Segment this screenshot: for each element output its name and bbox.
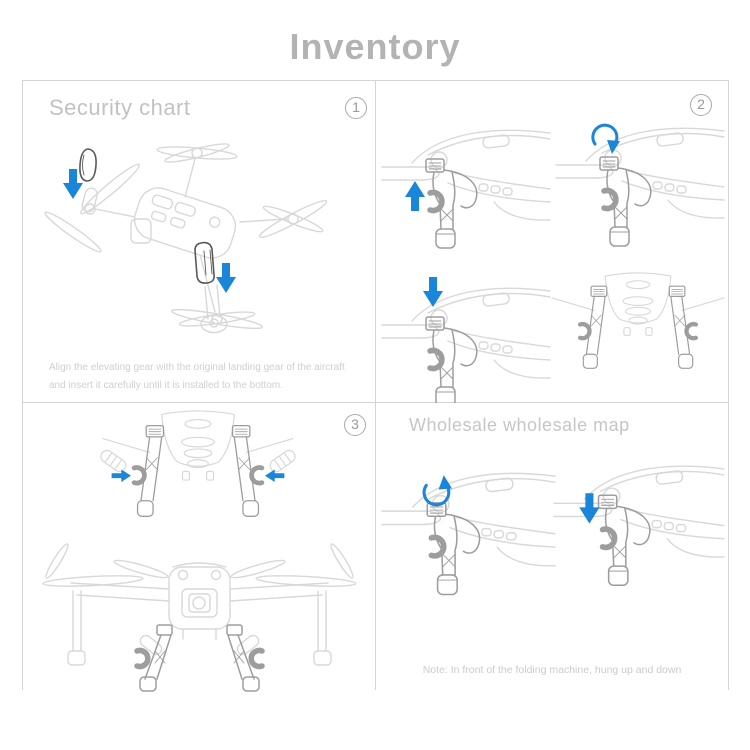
down-arrow-icon [579, 493, 599, 523]
instruction-grid [22, 80, 729, 690]
step-illustration-slide-down [554, 439, 726, 594]
step-number-badge: 3 [344, 414, 366, 436]
drone-top-view-illustration [35, 127, 365, 365]
panel-install-steps [376, 81, 728, 403]
panel-title: Security chart [49, 95, 191, 120]
step-illustration-press-down [382, 263, 552, 411]
step-number-badge: 2 [690, 94, 712, 116]
down-arrow-icon [216, 263, 236, 293]
panel-caption [49, 359, 345, 394]
page-title: Inventory [289, 26, 461, 67]
caption-line: Align the elevating gear with the original landing gear of the aircraft [49, 362, 345, 373]
step-number-badge: 1 [345, 97, 367, 119]
extension-leg-pieces [80, 149, 214, 283]
panel-note: Note: In front of the folding machine, hung up and down [422, 664, 682, 676]
step-illustration-both-legs [552, 271, 724, 389]
rotate-clockwise-arrow-icon [593, 125, 620, 154]
panel-wholesale-map [376, 403, 728, 690]
full-drone-front-illustration [33, 539, 366, 687]
panel-title: Wholesale wholesale map [409, 415, 630, 435]
step-illustration-attach [382, 105, 552, 253]
step-illustration-rotate [556, 103, 726, 251]
panel-clip-step [23, 403, 376, 690]
up-arrow-icon [405, 181, 425, 211]
panel-security-chart [23, 81, 376, 403]
caption-line: and insert it carefully until it is installed to the bottom. [49, 379, 284, 391]
rotate-counterclockwise-arrow-icon [424, 475, 452, 505]
down-arrow-icon [423, 277, 443, 307]
clip-closeup-illustration [103, 409, 293, 539]
step-illustration-unlock-rotate [382, 447, 557, 602]
